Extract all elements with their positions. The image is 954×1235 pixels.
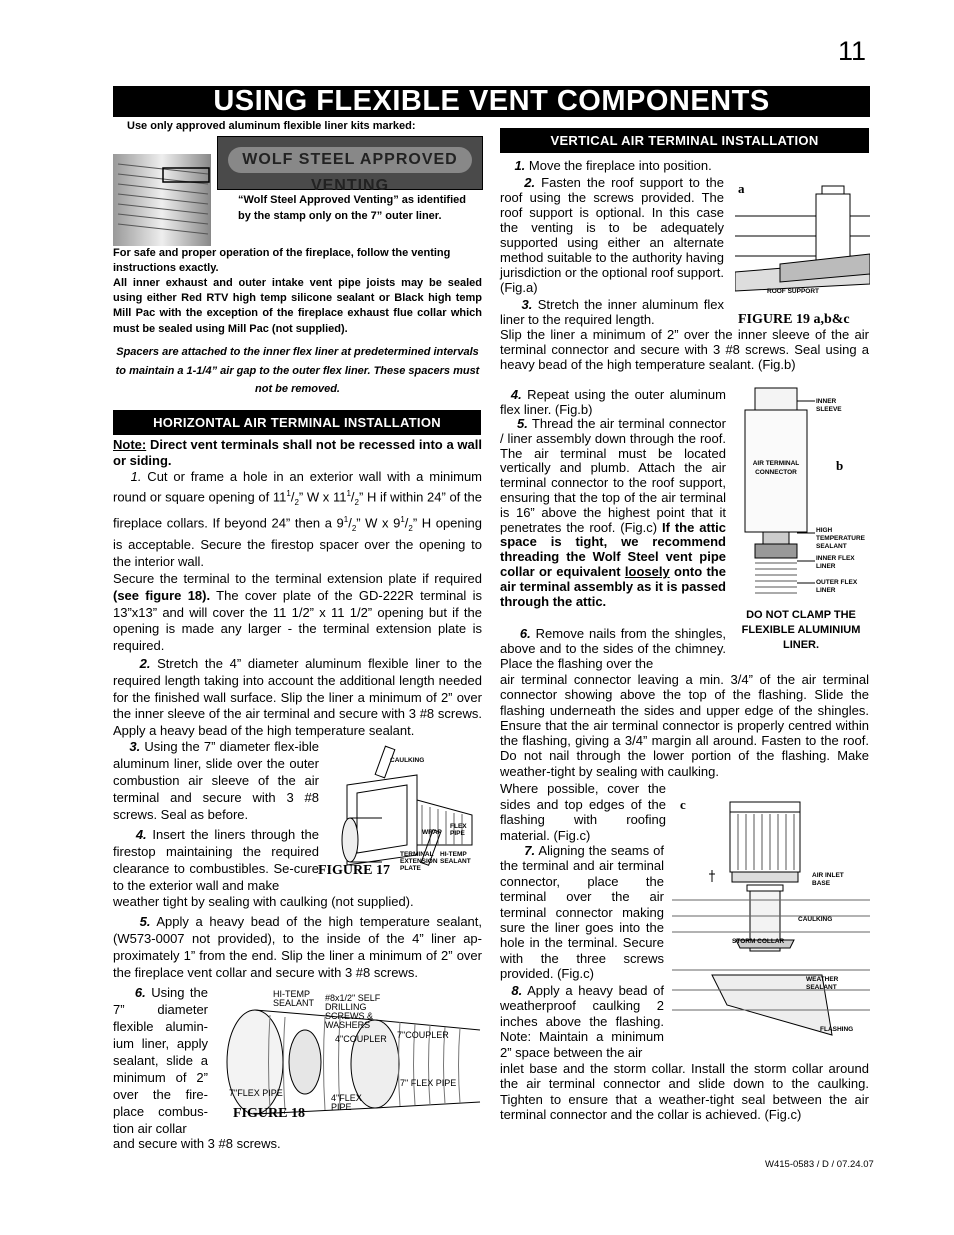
inner-flex-liner-label: INNER FLEX LINER (816, 555, 855, 570)
v-step7-num: 7. (524, 843, 536, 858)
flashing-label: FLASHING (820, 1026, 854, 1033)
h-step6-b: and secure with 3 #8 screws. (113, 1136, 281, 1151)
f17-flex-pipe-label: FLEX PIPE (450, 823, 467, 837)
v-step7-block (500, 843, 664, 982)
note-label: Note: (113, 437, 147, 452)
inner-sleeve-label: INNER SLEEVE (816, 398, 842, 413)
h-step4-b: weather tight by sealing with caulking (not supplied). (113, 894, 414, 909)
figure-18-caption: FIGURE 18 (233, 1106, 305, 1121)
frac-num: 1 (346, 488, 351, 498)
h-step5-num: 5. (139, 914, 151, 929)
frac-num: 1 (286, 488, 291, 498)
figure-c-diagram (672, 800, 870, 1045)
h-step5: Apply a heavy bead of the high temperature sealant, (W573-0007 not provided), to the inside of the 4” liner ap-proximately 1” from the end. Slip the liner a minimum of 2” over the fireplace vent collar and secure with 3 #8 screws. (113, 914, 483, 980)
h-step1-c: ” H if within 24” of the fireplace collars. If beyond 24” then a 9 (113, 489, 482, 531)
frac-den: 2 (351, 523, 357, 533)
h-step2: Stretch the 4” diameter aluminum flexible liner to the required length taking into account the additional length needed for the finished wall surface. Slip the liner a minimum of 2” over the inner sleeve of the air terminal and secure with 3 #8 screws. Apply a heavy bead of the high temperature sealant. (113, 656, 482, 739)
v-step8-a: Apply a heavy bead of weatherproof caulking 2 inches above the flashing. Note: Maintain a minimum 2” space between the air (500, 983, 664, 1060)
frac-num: 1 (400, 514, 405, 524)
v-step5-loosely: loosely (624, 563, 670, 579)
v-step7: Aligning the seams of the terminal and air terminal connector, place the terminal over the air terminal connector making sure the liner goes into the hole in the terminal. Secure with the three screws provided. (Fig.c) (500, 843, 664, 982)
v-step3-num: 3. (521, 297, 533, 312)
v-step1: Move the fireplace into position. (525, 158, 712, 173)
v-step5-bold-b: onto the air terminal assembly as it is passed through the attic. (500, 563, 726, 609)
h-step5-block (113, 913, 482, 981)
h-step3-num: 3. (129, 739, 141, 754)
v-step1-num: 1. (514, 158, 526, 173)
h-step6-block (113, 984, 208, 1137)
frac-num: 1 (343, 514, 349, 524)
v-step5-block (500, 417, 726, 609)
v-step4-block (500, 387, 726, 417)
do-not-clamp-note: DO NOT CLAMP THE FLEXIBLE ALUMINIUM LINER. (741, 609, 861, 651)
v-step4-num: 4. (510, 387, 522, 402)
v-step8-num: 8. (511, 983, 523, 998)
fig-b-label: b (836, 458, 844, 473)
v-step5-bold-a: If the attic space is tight, we recommend threading the Wolf Steel vent pipe collar or equivalent (500, 519, 726, 579)
v-step2-block (500, 175, 724, 295)
v-step3-block (500, 297, 724, 327)
v-step6-block (500, 626, 726, 672)
v-step5-a: Thread the air terminal connector / liner assembly down through the roof. The air terminal must be located vertically and plumb. Attach the air terminal connector to the roof support, ensuring that the top of the air terminal is 16” above the highest point that it penetrates the roof. (Fig.c) (500, 416, 726, 535)
f17-hitemp-label: HI-TEMP SEALANT (440, 851, 471, 865)
h-step4-a: Insert the liners through the firestop maintaining the required clearance to combustibles. Se-cure to the exterior wall and make (113, 827, 320, 893)
storm-collar-label: STORM COLLAR (732, 938, 785, 945)
h-step1-b: ” W x 11 (298, 489, 347, 505)
vertical-heading: VERTICAL AIR TERMINAL INSTALLATION (500, 128, 869, 153)
v-step3-b: Slip the liner a minimum of 2” over the inner sleeve of the air terminal connector and secure with 3 #8 screws. Seal using a heavy bead of the high temperature sealant. (Fig.b) (500, 327, 869, 372)
horizontal-heading: HORIZONTAL AIR TERMINAL INSTALLATION (113, 410, 481, 435)
h-step1-e: ” H opening is acceptable. Secure the firestop spacer over the opening to the interior wall. (113, 515, 482, 570)
v-step2-num: 2. (524, 175, 536, 190)
h-step6-num: 6. (134, 985, 146, 1000)
stamp-text: WOLF STEEL APPROVED VENTING (228, 147, 472, 173)
stamp-caption: “Wolf Steel Approved Venting” as identified by the stamp only on the 7” outer liner. (238, 194, 466, 222)
v-step8-b: inlet base and the storm collar. Install the storm collar around the air terminal connector and slide down to the caulking. Tighten to ensure that a weather-tight seal between the air terminal connector and the collar is achieved. (Fig.c) (500, 1061, 869, 1123)
h-step4-num: 4. (135, 827, 147, 842)
note-text: Direct vent terminals shall not be recessed into a wall or siding. (113, 437, 482, 468)
horizontal-text: Note: Direct vent terminals shall not be recessed into a wall or siding. 1. Cut or frame a hole in an exterior wall with a minimum round or square opening of $11^1/_2$” W x $11^1/_2$” H if within 24” of the fireplace collars. If beyond 24” then a $9^1/_2$” W x $9^1/_2$” H opening is acceptable. Secure the firestop spacer over the opening to the interior wall. Secure the terminal to the terminal extension plate if required (see figure 18). The cover plate of the GD-222R terminal is 13”x13” and will cover the 11 1/2” x 11 1/2” opening but if the opening is made any larger - the terminal extension plate is required. 2. Stretch the 4” diameter aluminum flexible liner to the required length taking into account the additional length needed for the finished wall surface. Slip the liner a minimum of 2” over the inner sleeve of the air terminal and secure with 3 #8 screws. Apply a heavy bead of the high temperature sealant. (113, 437, 482, 739)
h-step3-block (113, 738, 319, 823)
outer-flex-liner-label: OUTER FLEX LINER (816, 579, 858, 594)
v-step3-a: Stretch the inner aluminum flex liner to the required length. (500, 297, 724, 327)
figure-19-caption: FIGURE 19 a,b&c (738, 312, 850, 327)
v-step4: Repeat using the outer aluminum flex liner. (Fig.b) (500, 387, 726, 417)
footer-code: W415-0583 / D / 07.24.07 (765, 1159, 874, 1170)
figure-b-diagram (735, 383, 869, 603)
v-step6-c: Where possible, cover the sides and top edges of the flashing with roofing material. (Fig.c) (500, 781, 666, 843)
f17-terminal-ext-label: TERMINAL EXTENSION PLATE (400, 851, 438, 872)
figure-a-diagram (735, 176, 870, 301)
h-step1-extra-b: The cover plate of the GD-222R terminal is 13”x13” and will cover the 11 1/2” x 11 1/2” opening but if the opening is made any larger - the terminal extension plate is required. (113, 587, 482, 654)
v-step6-num: 6. (519, 626, 531, 641)
frac-den: 2 (294, 497, 299, 507)
roof-support-label: ROOF SUPPORT (767, 288, 820, 295)
safe-note: For safe and proper operation of the fireplace, follow the venting instructions exactly. (113, 247, 451, 274)
h-step1-a: Cut or frame a hole in an exterior wall with a minimum round or square opening of 11 (113, 469, 482, 505)
f18-flex7b-label: 7" FLEX PIPE (400, 1078, 457, 1088)
figure-18-diagram (215, 990, 482, 1125)
air-inlet-base-label: AIR INLET BASE (812, 872, 844, 887)
page-number: 11 (838, 36, 867, 66)
v-step6-a: Remove nails from the shingles, above and to the sides of the chimney. Place the flashing over the (500, 626, 726, 672)
h-step1-extra-bold: (see figure 18). (113, 587, 211, 603)
h-step1-d: ” W x 9 (356, 515, 401, 531)
f17-wrap-label: WRAP (422, 829, 442, 836)
approved-note: Use only approved aluminum flexible liner kits marked: (127, 120, 416, 132)
v-step1-block (500, 158, 869, 173)
v-step6-b: air terminal connector leaving a min. 3/4” of the air terminal connector showing above the top of the flashing. Slide the flashing underneath the sides and upper edge of the shingles. Ensure that the air terminal connector is properly centred within the flashing, giving a 3/4” margin all around. Fasten to the roof. Do not nail through the lower portion of the flashing. Make weather-tight by sealing with caulking. (500, 672, 869, 779)
weather-sealant-label: WEATHER SEALANT (806, 976, 839, 991)
page-title: USING FLEXIBLE VENT COMPONENTS (113, 86, 870, 117)
air-terminal-connector-label: AIR TERMINAL CONNECTOR (752, 460, 800, 476)
f18-screws-label: #8x1/2" SELF DRILLING SCREWS & WASHERS (325, 993, 381, 1030)
h-step2-num: 2. (139, 656, 151, 671)
f18-coupler7-label: 7"COUPLER (397, 1030, 449, 1040)
high-temp-sealant-label: HIGH TEMPERATURE SEALANT (816, 527, 865, 550)
h-step3: Using the 7” diameter flex-ible aluminum liner, slide over the outer combustion air sleeve of the air terminal and secure with 3 #8 screws. Seal as before. (113, 739, 319, 822)
v-step8-block (500, 983, 664, 1060)
stamp-photo (217, 136, 483, 194)
f18-flex4-label: 4"FLEX PIPE (331, 1093, 362, 1112)
f18-hitemp-label: HI-TEMP SEALANT (273, 989, 315, 1008)
f17-caulking-label: CAULKING (390, 757, 425, 764)
spacer-note: Spacers are attached to the inner flex liner at predetermined intervals to maintain a 1-1/4” air gap to the outer flex liner. These spacers must not be removed. (115, 346, 480, 395)
h-step4-block (113, 826, 319, 894)
h-step6-a: Using the 7” diameter flexible alumin-ium liner, apply sealant, slide a minimum of 2” over the fire-place combus-tion air collar (113, 985, 208, 1136)
liner-photo (113, 154, 211, 246)
h-step1-extra-a: Secure the terminal to the terminal extension plate if required (113, 571, 482, 587)
figure-17-caption: FIGURE 17 (318, 863, 390, 878)
caulking-label: CAULKING (798, 916, 833, 923)
v-step2: Fasten the roof support to the roof using the screws provided. The roof support is optional. In this case the venting is to be adequately supported using either an alternate method suitable to the authority having jurisdiction or the optional roof support. (Fig.a) (500, 175, 725, 295)
frac-den: 2 (408, 523, 413, 533)
seal-note: All inner exhaust and outer intake vent pipe joists may be sealed using either Red RTV high temp silicone sealant or Black high temp Mill Pac with the exception of the fireplace exhaust flue collar which must be sealed using Mill Pac (not supplied). (113, 277, 482, 335)
h-step1-num: 1. (130, 469, 142, 485)
fig-a-label: a (738, 181, 745, 196)
fig-c-label: c (680, 797, 686, 812)
frac-den: 2 (354, 497, 359, 507)
f18-flex7a-label: 7"FLEX PIPE (229, 1088, 283, 1098)
v-step5-num: 5. (517, 416, 528, 431)
f18-coupler4-label: 4"COUPLER (335, 1034, 387, 1044)
